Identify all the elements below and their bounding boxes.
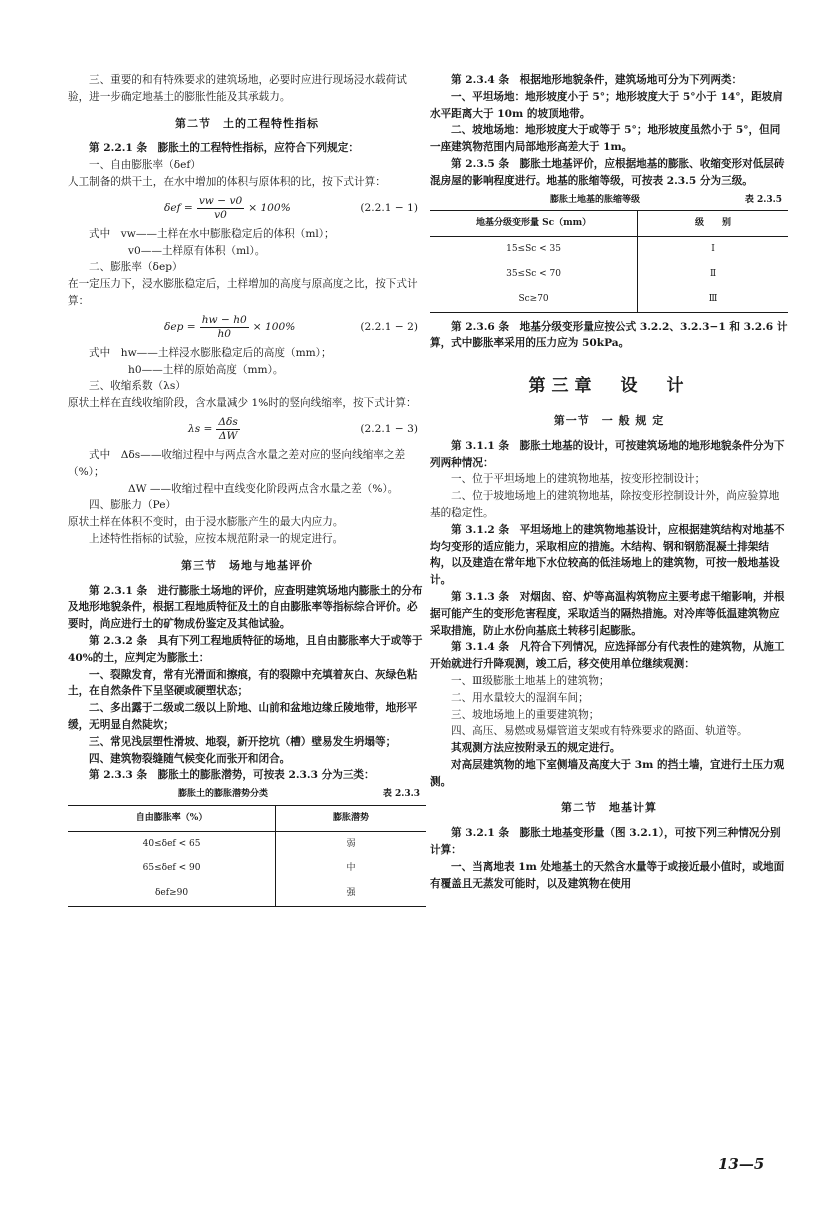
item-3-title: 三、收缩系数（λs）: [89, 380, 186, 393]
table-header-cell: 自由膨胀率（%）: [68, 805, 276, 831]
item-1-title: 一、自由膨胀率（δef）: [89, 159, 201, 172]
clause-3-2-1: 第 3.2.1 条 膨胀土地基变形量（图 3.2.1），可按下列三种情况分别计算：: [430, 827, 781, 857]
formula-3-def-1: 式中 Δδs——收缩过程中与两点含水量之差对应的竖向线缩率之差（%）；: [68, 448, 406, 478]
table-2-3-3-title: 膨胀土的膨胀潜势分类: [178, 789, 269, 800]
clause-2-3-4-item-1: 一、平坦场地：地形坡度小于 5°；地形坡度大于 5°小于 14°，距坡肩水平距离大于 10m 的坡顶地带。: [430, 90, 783, 120]
table-cell: 40≤δef < 65: [68, 831, 276, 856]
table-cell: δef≥90: [68, 881, 276, 906]
table-2-3-5-number: 表 2.3.5: [744, 194, 782, 205]
table-row: [68, 881, 426, 906]
chapter-3-title: 第三章 设 计: [528, 376, 690, 397]
table-header-row: [68, 805, 426, 831]
table-cell: Ⅰ: [711, 244, 715, 255]
table-cell: 65≤δef < 90: [68, 856, 276, 881]
table-cell: 强: [276, 881, 426, 906]
formula-2-2-1-3: [188, 416, 426, 443]
formula-1-fraction: [197, 195, 244, 222]
table-2-3-3-number: 表 2.3.3: [382, 789, 420, 800]
formula-2-def-1: 式中 hw——土样浸水膨胀稳定后的高度（mm）；: [89, 346, 332, 359]
clause-2-3-2: 第 2.3.2 条 具有下列工程地质特征的场地，且自由膨胀率大于或等于 40%的土，应判定为膨胀土：: [68, 634, 423, 664]
table-header-cell: 级 别: [638, 211, 788, 237]
clause-3-1-4-item-3: 三、坡地场地上的重要建筑物；: [451, 708, 600, 721]
clause-3-1-4-item-4: 四、高压、易燃或易爆管道支架或有特殊要求的路面、轨道等。: [451, 725, 748, 738]
test-paragraph: 上述特性指标的试验，应按本规范附录一的规定进行。: [89, 532, 344, 545]
table-row: [430, 287, 788, 312]
table-2-3-5: [430, 210, 788, 312]
formula-2-tail: × 100%: [252, 320, 296, 333]
formula-1-tail: × 100%: [248, 201, 291, 214]
formula-2-number: (2.2.1 − 2): [360, 320, 418, 333]
table-cell: 弱: [346, 838, 356, 849]
table-2-3-5-title: 膨胀土地基的胀缩等级: [550, 194, 641, 205]
table-cell: 中: [346, 863, 356, 874]
clause-2-3-1: 第 2.3.1 条 进行膨胀土场地的评价，应查明建筑场地内膨胀土的分布及地形地貌条件，根据工程地质特征及土的自由膨胀率等指标综合评价。必要时，尚应进行土的矿物成份鉴定及其他试验。: [68, 584, 423, 631]
clause-2-3-4: 第 2.3.4 条 根据地形地貌条件，建筑场地可分为下列两类：: [451, 74, 743, 86]
formula-3-number: (2.2.1 − 3): [360, 423, 418, 436]
formula-2-denominator: h0: [217, 327, 232, 340]
clause-3-1-4-item-1: 一、Ⅲ级膨胀土地基上的建筑物；: [451, 674, 610, 687]
section-3-1-title: 第一节 一 般 规 定: [553, 413, 665, 427]
formula-3-numerator: Δδs: [218, 415, 238, 428]
item-2-text: 在一定压力下，浸水膨胀稳定后，土样增加的高度与原高度之比，按下式计算：: [68, 278, 418, 307]
table-row: [430, 262, 788, 287]
right-column: [430, 72, 788, 892]
formula-3-fraction: [216, 416, 239, 443]
clause-3-1-4: 第 3.1.4 条 凡符合下列情况，应选择部分有代表性的建筑物，从施工开始就进行升降观测，竣工后，移交使用单位继续观测：: [430, 641, 785, 671]
formula-1-number: (2.2.1 − 1): [360, 201, 418, 214]
clause-3-1-3: 第 3.1.3 条 对烟囱、窑、炉等高温构筑物应主要考虑干缩影响，并根据可能产生的变形危害程度，采取适当的隔热措施。对冷库等低温建筑物应采取措施，防止水份向基底土转移引起膨胀。: [430, 590, 785, 637]
table-row: [68, 856, 426, 881]
table-header-row: [430, 211, 788, 237]
clause-3-1-2: 第 3.1.2 条 平坦场地上的建筑物地基设计，应根据建筑结构对地基不均匀变形的适应能力，采取相应的措施。木结构、钢和钢筋混凝土排架结构，以及建造在常年地下水位较高的低洼场地上的建筑物，可按一般地基设计。: [430, 523, 785, 587]
clause-3-1-4-item-2: 二、用水量较大的湿润车间；: [451, 691, 589, 704]
formula-1-lhs: δef =: [164, 201, 193, 214]
clause-3-1-1: 第 3.1.1 条 膨胀土地基的设计，可按建筑场地的地形地貌条件分为下列两种情况：: [430, 439, 785, 469]
section-3-2-title: 第二节 地基计算: [561, 801, 657, 815]
section-2-title: 第二节 土的工程特性指标: [175, 116, 319, 130]
formula-2-lhs: δep =: [164, 320, 196, 333]
formula-1-numerator: vw − v0: [198, 194, 243, 207]
formula-1-def-2: v0——土样原有体积（ml）。: [128, 244, 266, 257]
table-header-cell: 地基分级变形量 Sc（mm）: [430, 211, 638, 237]
formula-3-denominator: ΔW: [218, 429, 238, 442]
table-cell: Ⅲ: [638, 287, 788, 312]
clause-2-3-2-item-3: 三、常见浅层塑性滑坡、地裂，新开挖坑（槽）壁易发生坍塌等；: [89, 735, 397, 748]
formula-2-2-1-2: [164, 314, 426, 341]
clause-2-3-2-item-1: 一、裂隙发育，常有光滑面和擦痕，有的裂隙中充填着灰白、灰绿色粘土，在自然条件下呈坚硬或硬塑状态；: [68, 668, 418, 698]
clause-2-3-2-item-4: 四、建筑物裂缝随气候变化而张开和闭合。: [89, 752, 291, 765]
clause-2-3-2-item-2: 二、多出露于二级或二级以上阶地、山前和盆地边缘丘陵地带，地形平缓，无明显自然陡坎；: [68, 702, 418, 731]
clause-3-1-4-method: 其观测方法应按附录五的规定进行。: [451, 742, 621, 755]
section-3-title: 第三节 场地与地基评价: [181, 558, 313, 572]
item-4-text: 原状土样在体积不变时，由于浸水膨胀产生的最大内应力。: [68, 516, 344, 529]
formula-2-numerator: hw − h0: [201, 313, 247, 326]
table-row: [430, 237, 788, 262]
formula-3-def-2: ΔW ——收缩过程中直线变化阶段两点含水量之差（%）。: [128, 482, 399, 495]
formula-2-fraction: [200, 314, 249, 341]
clause-2-3-5: 第 2.3.5 条 膨胀土地基评价，应根据地基的膨胀、收缩变形对低层砖混房屋的影响程度进行。地基的胀缩等级，可按表 2.3.5 分为三级。: [430, 157, 785, 187]
formula-3-lhs: λs =: [188, 423, 213, 436]
table-cell: 35≤Sc < 70: [430, 262, 638, 287]
formula-2-def-2: h0——土样的原始高度（mm）。: [128, 363, 284, 376]
intro-paragraph: 三、重要的和有特殊要求的建筑场地，必要时应进行现场浸水载荷试验，进一步确定地基土的膨胀性能及其承载力。: [68, 74, 407, 103]
table-cell: Ⅱ: [710, 268, 717, 279]
formula-1-denominator: v0: [214, 208, 227, 221]
table-2-3-3-caption: [68, 786, 426, 803]
formula-2-2-1-1: [164, 195, 426, 222]
clause-3-1-1-item-2: 二、位于坡地场地上的建筑物地基，除按变形控制设计外，尚应验算地基的稳定性。: [430, 490, 780, 519]
formula-1-def-1: 式中 vw——土样在水中膨胀稳定后的体积（ml）；: [89, 227, 335, 240]
clause-3-2-1-item-1: 一、当离地表 1m 处地基土的天然含水量等于或接近最小值时，或地面有覆盖且无蒸发可能时，以及建筑物在使用: [430, 860, 785, 890]
clause-3-1-1-item-1: 一、位于平坦场地上的建筑物地基，按变形控制设计；: [451, 473, 706, 486]
item-4-title: 四、膨胀力（Pe）: [89, 499, 177, 512]
table-2-3-5-caption: [430, 192, 788, 209]
left-column: [68, 72, 426, 907]
clause-2-3-6: 第 2.3.6 条 地基分级变形量应按公式 3.2.2、3.2.3−1 和 3.2.6 计算，式中膨胀率采用的压力应为 50kPa。: [430, 320, 788, 350]
clause-2-3-4-item-2: 二、坡地场地：地形坡度大于或等于 5°；地形坡度虽然小于 5°，但同一座建筑物范围内局部地形高差大于 1m。: [430, 124, 781, 154]
table-cell: 15≤Sc < 35: [430, 237, 638, 262]
item-1-text: 人工制备的烘干土，在水中增加的体积与原体积的比，按下式计算：: [68, 175, 386, 188]
clause-3-1-4-pressure: 对高层建筑物的地下室侧墙及高度大于 3m 的挡土墙，宜进行土压力观测。: [430, 758, 785, 788]
table-row: [68, 831, 426, 856]
clause-2-3-3: 第 2.3.3 条 膨胀土的膨胀潜势，可按表 2.3.3 分为三类：: [89, 769, 375, 782]
table-header-cell: 膨胀潜势: [276, 805, 426, 831]
table-cell: Sc≥70: [430, 287, 638, 312]
item-3-text: 原状土样在直线收缩阶段，含水量减少 1%时的竖向线缩率，按下式计算：: [68, 397, 417, 410]
page-number: 13—5: [718, 1155, 765, 1173]
table-2-3-3: [68, 805, 426, 907]
clause-2-2-1: 第 2.2.1 条 膨胀土的工程特性指标，应符合下列规定：: [89, 142, 359, 155]
item-2-title: 二、膨胀率（δep）: [89, 261, 183, 274]
